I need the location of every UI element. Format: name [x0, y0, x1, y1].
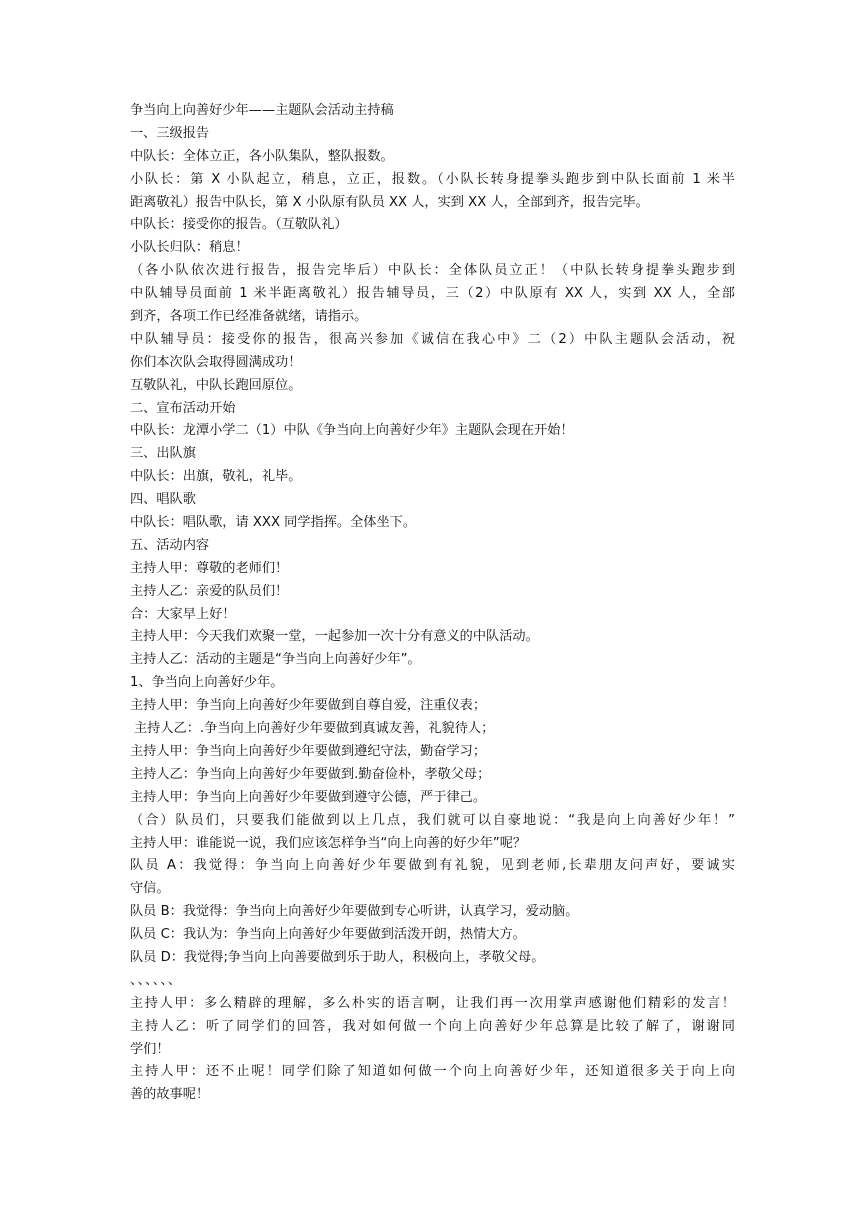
text-line: 中队辅导员面前 1 米半距离敬礼）报告辅导员，三（2）中队原有 XX 人，实到 XX 人，全部: [130, 286, 735, 302]
text-line: 守信。: [130, 881, 170, 897]
section-heading: 五、活动内容: [130, 537, 210, 553]
subsection-heading: 1、争当向上向善好少年。: [130, 675, 284, 691]
text-line: 中队长：唱队歌，请 XXX 同学指挥。全体坐下。: [130, 515, 417, 531]
text-line: 队员 A：我觉得：争当向上向善好少年要做到有礼貌，见到老师,长辈朋友问声好，要诚实: [130, 858, 735, 874]
text-line: 学们！: [130, 1041, 170, 1057]
text-line: 主持人乙：活动的主题是“争当向上向善好少年”。: [130, 652, 421, 668]
text-line: 你们本次队会取得圆满成功！: [130, 354, 302, 370]
text-line: 中队长：出旗，敬礼，礼毕。: [130, 469, 302, 485]
text-line: 合：大家早上好！: [130, 606, 236, 622]
text-line: 距离敬礼）报告中队长，第 X 小队原有队员 XX 人，实到 XX 人，全部到齐，报告完毕。: [130, 194, 649, 210]
text-line: 、、、、、、: [130, 972, 183, 988]
text-line: 队员 D：我觉得;争当向上向善要做到乐于助人，积极向上，孝敬父母。: [130, 949, 545, 965]
text-line: 主持人甲：多么精辟的理解，多么朴实的语言啊，让我们再一次用掌声感谢他们精彩的发言！: [130, 995, 735, 1011]
text-line: 主持人甲：争当向上向善好少年要做到遵纪守法，勤奋学习；: [130, 743, 487, 759]
section-heading: 三、出队旗: [130, 446, 196, 462]
text-line: 小队长：第 X 小队起立，稍息，立正，报数。（小队长转身提拳头跑步到中队长面前 1 米半: [130, 171, 735, 187]
section-heading: 一、三级报告: [130, 125, 210, 141]
text-line: 互敬队礼，中队长跑回原位。: [130, 377, 302, 393]
text-line: （合）队员们，只要我们能做到以上几点，我们就可以自豪地说：“我是向上向善好少年！”: [130, 812, 735, 828]
text-line: 中队长：全体立正，各小队集队，整队报数。: [130, 148, 394, 164]
text-line: 中队长：接受你的报告。（互敬队礼）: [130, 217, 348, 233]
text-line: 队员 B：我觉得：争当向上向善好少年要做到专心听讲，认真学习，爱动脑。: [130, 904, 579, 920]
text-line: 主持人甲：尊敬的老师们！: [130, 560, 289, 576]
text-line: 中队辅导员：接受你的报告，很高兴参加《诚信在我心中》二（2）中队主题队会活动，祝: [130, 331, 735, 347]
document-title: 争当向上向善好少年——主题队会活动主持稿: [130, 103, 394, 118]
text-line: 善的故事呢！: [130, 1087, 210, 1103]
text-line: 主持人乙：听了同学们的回答，我对如何做一个向上向善好少年总算是比较了解了，谢谢同: [130, 1018, 735, 1034]
document-body: [130, 100, 735, 1107]
text-line: （各小队依次进行报告，报告完毕后）中队长：全体队员立正！（中队长转身提拳头跑步到: [130, 263, 735, 279]
text-line: 主持人乙：争当向上向善好少年要做到.勤奋俭朴，孝敬父母；: [130, 766, 491, 782]
text-line: 队员 C：我认为：争当向上向善好少年要做到活泼开朗，热情大方。: [130, 927, 526, 943]
text-line: 主持人乙：亲爱的队员们！: [130, 583, 289, 599]
text-line: 小队长归队：稍息！: [130, 240, 249, 256]
text-line: 到齐，各项工作已经准备就绪，请指示。: [130, 309, 368, 325]
text-line: 主持人甲：谁能说一说，我们应该怎样争当“向上向善的好少年”呢？: [130, 835, 527, 851]
section-heading: 二、宣布活动开始: [130, 400, 236, 416]
text-line: 主持人甲：争当向上向善好少年要做到遵守公德，严于律己。: [130, 789, 487, 805]
text-line: 主持人乙：.争当向上向善好少年要做到真诚友善，礼貌待人；: [134, 721, 495, 737]
text-line: 中队长：龙潭小学二（1）中队《争当向上向善好少年》主题队会现在开始！: [130, 423, 574, 439]
text-line: 主持人甲：争当向上向善好少年要做到自尊自爱，注重仪表；: [130, 698, 487, 714]
section-heading: 四、唱队歌: [130, 492, 196, 508]
text-line: 主持人甲：今天我们欢聚一堂，一起参加一次十分有意义的中队活动。: [130, 629, 539, 645]
text-line: 主持人甲：还不止呢！同学们除了知道如何做一个向上向善好少年，还知道很多关于向上向: [130, 1064, 735, 1080]
